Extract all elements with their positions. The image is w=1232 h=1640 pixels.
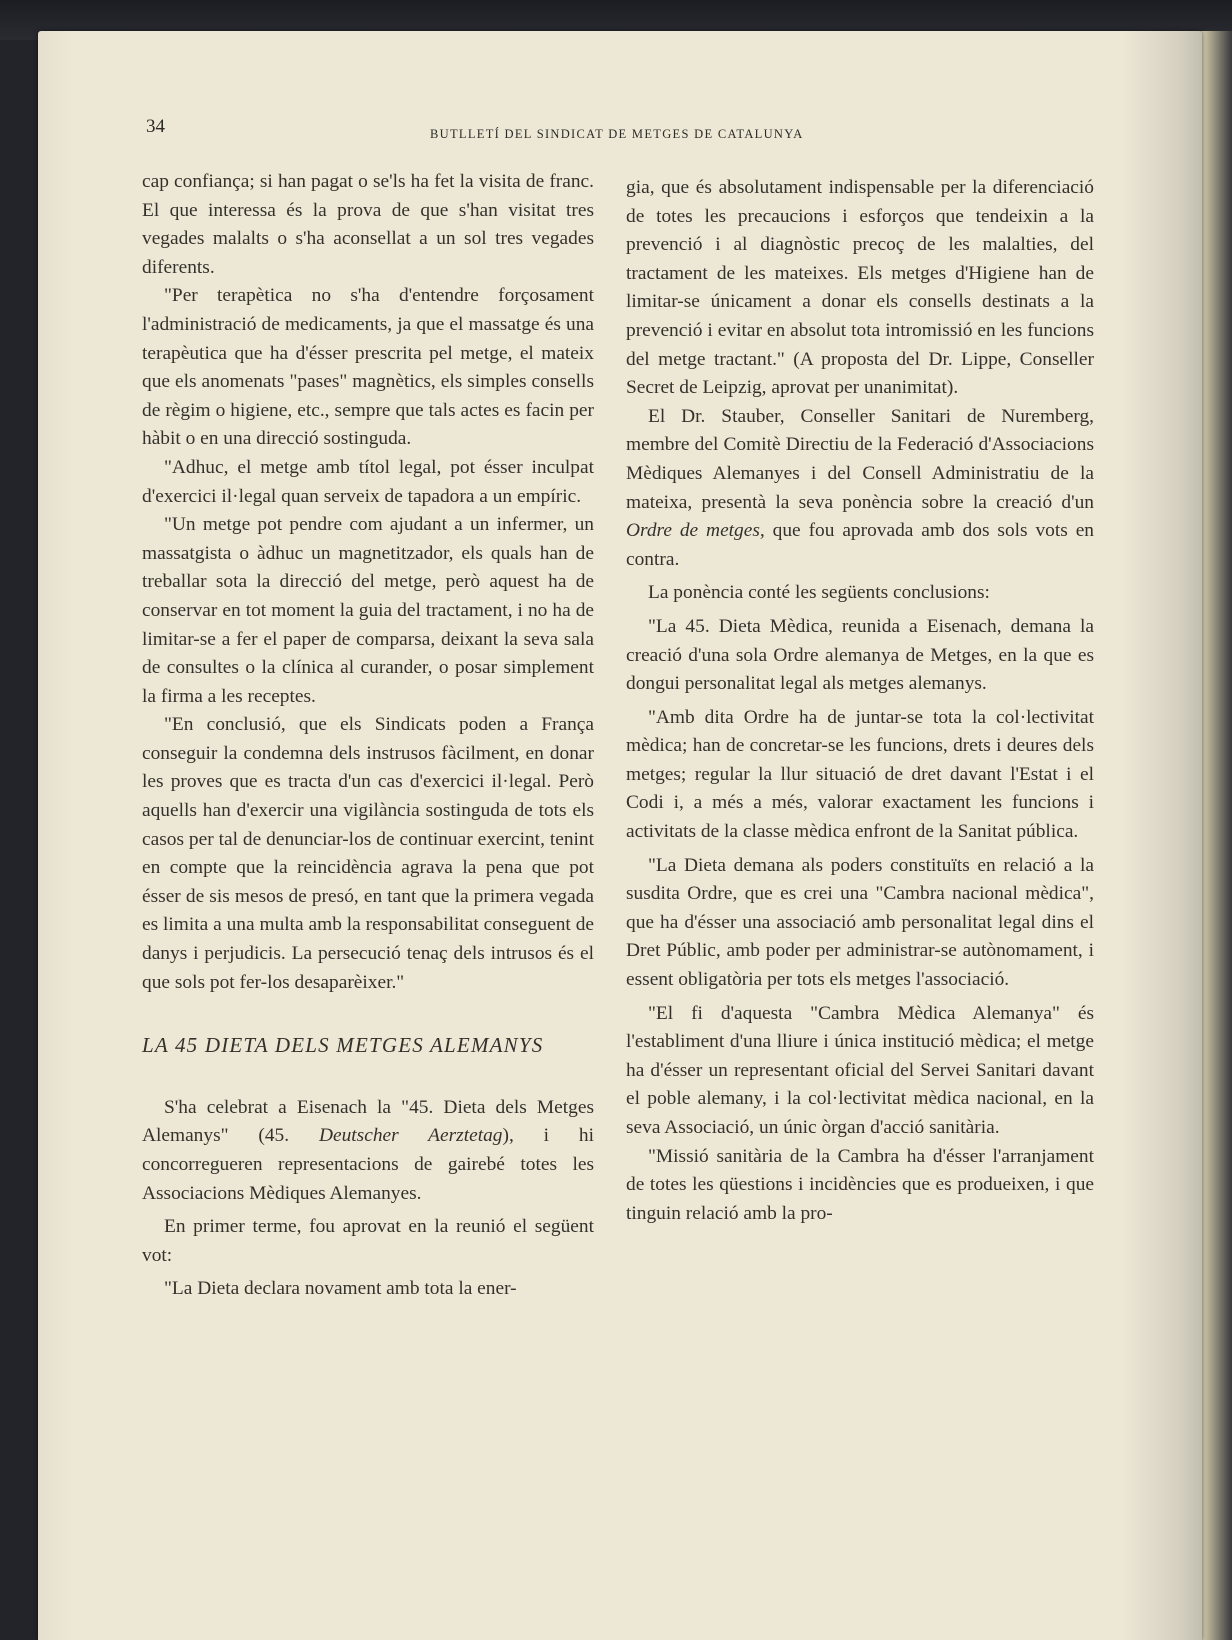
paragraph: "El fi d'aquesta "Cambra Mèdica Alemanya" és l'establiment d'una lliure i única institució mèdica; el metge ha d'ésser un representant oficial del Servei Sanitari davant el poble alemany, i la col·lectivitat mèdica nacional, en la seva Associació, un únic òrgan d'acció sanitària.: [626, 1002, 1094, 1138]
paragraph: "Missió sanitària de la Cambra ha d'ésser l'arranjament de totes les qüestions i incidències que es produeixen, i que tinguin relació amb la pro-: [626, 1145, 1094, 1224]
italic-title: Deutscher Aerztetag: [318, 1125, 503, 1147]
paragraph: "Un metge pot pendre com ajudant a un infermer, un massatgista o àdhuc un magnetitzador, els quals han de treballar sota la direcció del metge, però aquest ha de conservar en tot moment la guia del tractament, i no ha de limitar-se a fer el paper de comparsa, deixant la seva sala de consultes o la clínica al curander, o posar simplement la firma a les receptes.: [142, 514, 594, 707]
paragraph: En primer terme, fou aprovat en la reunió el següent vot:: [142, 1216, 594, 1266]
italic-term: Ordre de metges,: [626, 520, 765, 542]
paragraph: "Adhuc, el metge amb títol legal, pot ésser inculpat d'exercici il·legal quan serveix de tapadora a un empíric.: [142, 456, 594, 507]
paragraph: [142, 1094, 594, 1208]
paragraph: La ponència conté les següents conclusions:: [648, 582, 990, 604]
running-title: BUTLLETÍ DEL SINDICAT DE METGES DE CATALUNYA: [430, 127, 804, 141]
paragraph: "Amb dita Ordre ha de juntar-se tota la col·lectivitat mèdica; han de concretar-se les funcions, drets i deures dels metges; regular la llur situació de dret davant l'Estat i el Codi i, a més a més, valorar exactament les funcions i activitats de la classe mèdica enfront de la Sanitat pública.: [626, 706, 1094, 843]
paragraph: [626, 403, 1094, 575]
paragraph-text: que fou aprovada amb dos sols vots en contra.: [626, 520, 1094, 570]
paragraph-text: S'ha celebrat a Eisenach la "45. Dieta dels Metges Alemanys" (45.: [142, 1096, 594, 1147]
paragraph: "La Dieta demana als poders constituïts en relació a la susdita Ordre, que es crei una "Cambra nacional mèdica", que ha d'ésser una associació amb personalitat legal dins el Dret Públic, amb poder per administrar-se autònomament, i essent obligatòria per tots els metges l'associació.: [626, 854, 1094, 991]
paragraph: "En conclusió, que els Sindicats poden a França conseguir la condemna dels instrusos fàcilment, en donar les proves que es tracta d'un cas d'exercici il·legal. Però aquells han d'exercir una vigilància sostinguda de tots els casos per tal de denunciar-los de continuar exercint, tenint en compte que la reincidència agrava la pena que pot ésser de sis mesos de presó, en tant que la primera vegada es limita a una multa amb la responsabilitat conseguent de danys i perjudicis. La persecució tenaç dels intrusos és el que sols pot fer-los desaparèixer.": [142, 714, 594, 993]
paragraph: "La 45. Dieta Mèdica, reunida a Eisenach, demana la creació d'una sola Ordre alemanya de Metges, en la que es dongui personalitat legal als metges alemanys.: [626, 615, 1094, 695]
right-column: [626, 174, 1094, 1228]
page-number: 34: [146, 116, 165, 137]
paragraph: "Per terapètica no s'ha d'entendre forçosament l'administració de medicaments, ja que el massatge és una terapèutica que ha d'ésser prescrita pel metge, el mateix que els anomenats "pases" magnètics, els simples consells de règim o higiene, etc., sempre que tals actes es facin per hàbit o en una direcció sostinguda.: [142, 285, 594, 450]
section-heading: LA 45 DIETA DELS METGES ALEMANYS: [142, 1033, 544, 1058]
paragraph-text: El Dr. Stauber, Conseller Sanitari de Nuremberg, membre del Comitè Directiu de la Federació d'Associacions Mèdiques Alemanyes i del Consell Administratiu de la mateixa, presentà la seva ponència sobre la creació d'un: [626, 405, 1094, 513]
paragraph: gia, que és absolutament indispensable per la diferenciació de totes les precaucions i esforços que tendeixin a la prevenció i al diagnòstic precoç de les malalties, del tractament de les mateixes. Els metges d'Higiene han de limitar-se únicament a donar els consells destinats a la prevenció i evitar en absolut tota intromissió en les funcions del metge tractant." (A proposta del Dr. Lippe, Conseller Secret de Leipzig, aprovat per unanimitat).: [626, 177, 1094, 399]
paragraph: cap confiança; si han pagat o se'ls ha fet la visita de franc. El que interessa és la prova de que s'han visitat tres vegades malalts o s'ha aconsellat a un sol tres vegades diferents.: [142, 171, 594, 278]
paragraph: "La Dieta declara novament amb tota la ener-: [164, 1278, 517, 1300]
left-column: [142, 168, 594, 1304]
paragraph-text: ), i hi concorregueren representacions de gairebé totes les Associacions Mèdiques Alemanyes.: [142, 1125, 594, 1204]
